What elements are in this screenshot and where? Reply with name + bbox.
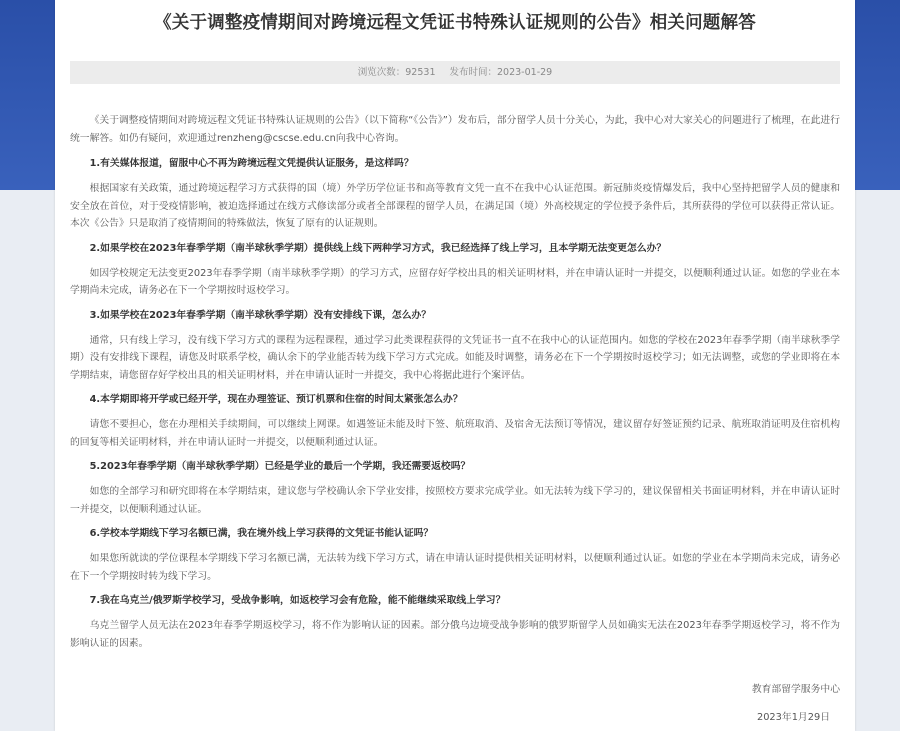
question-5: 5.2023年春季学期（南半球秋季学期）已经是学业的最后一个学期，我还需要返校吗？ [89, 461, 471, 472]
signature-date: 2023年1月29日 [756, 712, 830, 723]
answer-3: 通常，只有线上学习，没有线下学习方式的课程为远程课程，通过学习此类课程获得的文凭证书一直不在我中心的认证范围内。如您的学校在2023年春季学期（南半球秋季学期）没有安排线下课程，请您及时联系学校，确认余下的学业能否转为线下学习方式完成。如能及时调整，请务必在下一个学期按时返校学习；如无法调整，或您的学业即将在本学期结束，请您留存好学校出具的相关证明材料，并在申请认证时一并提交，我中心将据此进行个案评估。 [70, 334, 840, 381]
publish-date: 发布时间：2023-01-29 [449, 67, 553, 78]
question-6: 6.学校本学期线下学习名额已满，我在境外线上学习获得的文凭证书能认证吗？ [89, 528, 434, 539]
answer-5: 如您的全部学习和研究即将在本学期结束，建议您与学校确认余下学业安排，按照校方要求完成学业。如无法转为线下学习的，建议保留相关书面证明材料，并在申请认证时一并提交，以便顺利通过认证。 [70, 486, 840, 515]
intro-paragraph: 《关于调整疫情期间对跨境远程文凭证书特殊认证规则的公告》（以下简称“《公告》”）发布后，部分留学人员十分关心，为此，我中心对大家关心的问题进行了梳理，在此进行统一解答。如仍有疑问，欢迎通过renzheng@cscse.edu.cn向我中心咨询。 [70, 115, 840, 144]
answer-7: 乌克兰留学人员无法在2023年春季学期返校学习，将不作为影响认证的因素。部分俄乌边境受战争影响的俄罗斯留学人员如确实无法在2023年春季学期返校学习，将不作为影响认证的因素。 [70, 620, 840, 649]
article-body [70, 112, 840, 652]
question-4: 4.本学期即将开学或已经开学，现在办理签证、预订机票和住宿的时间太紧张怎么办？ [89, 394, 463, 405]
article-title: 《关于调整疫情期间对跨境远程文凭证书特殊认证规则的公告》相关问题解答 [154, 13, 756, 33]
question-7: 7.我在乌克兰/俄罗斯学校学习，受战争影响，如返校学习会有危险，能不能继续采取线上学习？ [89, 595, 506, 606]
article-page [55, 0, 855, 731]
question-3: 3.如果学校在2023年春季学期（南半球秋季学期）没有安排线下课，怎么办？ [89, 309, 432, 321]
answer-1: 根据国家有关政策，通过跨境远程学习方式获得的国（境）外学历学位证书和高等教育文凭一直不在我中心认证范围。新冠肺炎疫情爆发后，我中心坚持把留学人员的健康和安全放在首位，对于受疫情影响，被迫选择通过在线方式修读部分或者全部课程的留学人员，在满足国（境）外高校规定的学位授予条件后，其所获得的学位可以获得正常认证。本次《公告》只是取消了疫情期间的特殊做法，恢复了原有的认证规则。 [70, 183, 840, 229]
signature-org: 教育部留学服务中心 [751, 684, 840, 695]
answer-4: 请您不要担心，您在办理相关手续期间，可以继续上网课。如遇签证未能及时下签、航班取消、及宿舍无法预订等情况，建议留存好签证预约记录、航班取消证明及住宿机构的回复等相关证明材料，并在申请认证时一并提交，以便顺利通过认证。 [70, 419, 840, 448]
question-1: 1.有关媒体报道，留服中心不再为跨境远程文凭提供认证服务，是这样吗？ [89, 158, 414, 169]
article-meta-bar [70, 61, 840, 84]
question-2: 2.如果学校在2023年春季学期（南半球秋季学期）提供线上线下两种学习方式，我已经选择了线上学习，且本学期无法变更怎么办？ [89, 242, 667, 254]
view-count: 浏览次数：92531 [357, 67, 436, 78]
answer-2: 如因学校规定无法变更2023年春季学期（南半球秋季学期）的学习方式，应留存好学校出具的相关证明材料，并在申请认证时一并提交，以便顺利通过认证。如您的学业在本学期尚未完成，请务必在下一个学期按时返校学习。 [70, 267, 840, 296]
answer-6: 如果您所就读的学位课程本学期线下学习名额已满，无法转为线下学习方式，请在申请认证时提供相关证明材料，以便顺利通过认证。如您的学业在本学期尚未完成，请务必在下一个学期按时转为线下学习。 [70, 553, 840, 582]
